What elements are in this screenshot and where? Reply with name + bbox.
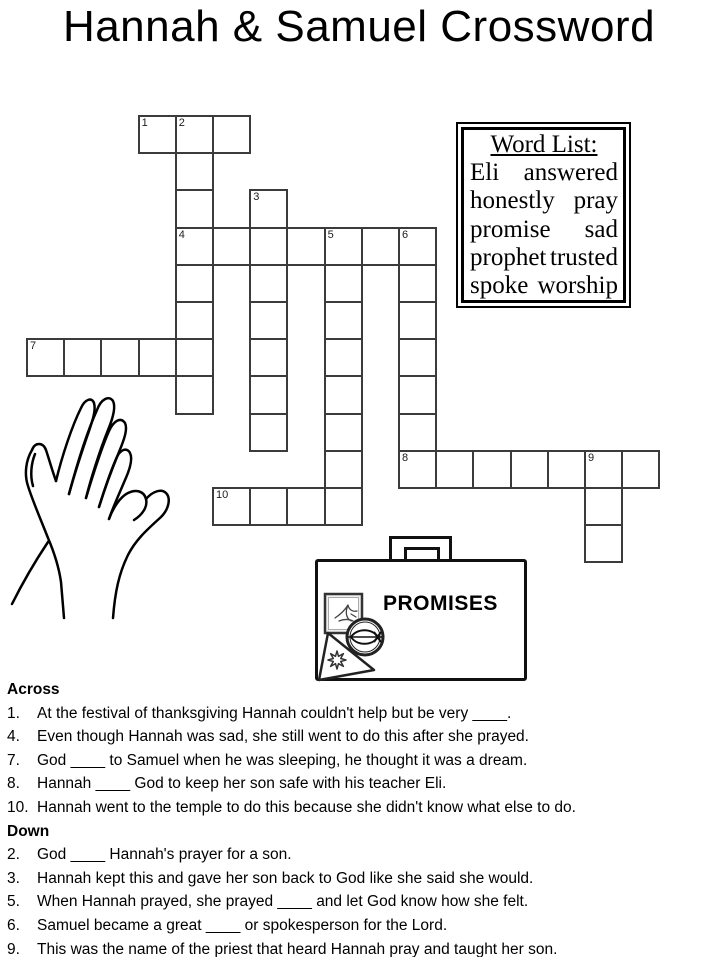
clue-down-6 — [7, 914, 715, 938]
crossword-cell[interactable] — [584, 450, 623, 489]
crossword-cell[interactable] — [26, 338, 65, 377]
clue-across-7 — [7, 749, 715, 773]
clue-number: 7. — [7, 751, 20, 769]
cell-number: 10 — [216, 489, 229, 501]
ichthys-fish-icon — [347, 619, 383, 655]
clue-text: God ____ Hannah's prayer for a son. — [37, 846, 292, 864]
crossword-cell[interactable] — [510, 450, 549, 489]
word-list-word: worship — [537, 272, 618, 300]
crossword-cell[interactable] — [472, 450, 511, 489]
clue-down-9 — [7, 938, 715, 957]
clue-number: 9. — [7, 940, 20, 957]
word-list — [456, 122, 631, 308]
word-list-word: pray — [573, 187, 618, 215]
praying-hands-illustration — [2, 386, 182, 621]
clue-number: 8. — [7, 775, 20, 793]
clue-text: When Hannah prayed, she prayed ____ and let God know how she felt. — [37, 893, 529, 911]
clue-across-10 — [7, 796, 715, 820]
clue-text: Even though Hannah was sad, she still went to do this after she prayed. — [37, 728, 529, 746]
crossword-cell[interactable] — [286, 487, 325, 526]
crossword-cell[interactable] — [621, 450, 660, 489]
cell-number: 4 — [178, 228, 185, 241]
crossword-cell[interactable] — [398, 227, 437, 266]
crossword-cell[interactable] — [175, 301, 214, 340]
clue-across-1 — [7, 702, 715, 726]
crossword-cell[interactable] — [249, 227, 288, 266]
clue-number: 6. — [7, 916, 20, 934]
crossword-cell[interactable] — [249, 301, 288, 340]
word-list-row — [470, 272, 618, 300]
clue-text: Samuel became a great ____ or spokesperson for the Lord. — [37, 916, 448, 934]
word-list-word: promise — [470, 215, 551, 243]
crossword-cell[interactable] — [324, 264, 363, 303]
crossword-cell[interactable] — [584, 524, 623, 563]
word-list-row — [470, 187, 618, 215]
crossword-cell[interactable] — [398, 301, 437, 340]
crossword-cell[interactable] — [398, 450, 437, 489]
crossword-cell[interactable] — [547, 450, 586, 489]
word-list-word: Eli — [470, 159, 500, 187]
word-list-word: prophet — [470, 243, 547, 271]
word-list-word: spoke — [470, 272, 529, 300]
crossword-cell[interactable] — [398, 413, 437, 452]
word-list-title: Word List: — [490, 131, 598, 158]
crossword-cell[interactable] — [138, 338, 177, 377]
crossword-cell[interactable] — [249, 413, 288, 452]
cell-number: 1 — [141, 117, 148, 129]
crossword-cell[interactable] — [324, 413, 363, 452]
briefcase-label: PROMISES — [383, 592, 498, 615]
crossword-cell[interactable] — [324, 301, 363, 340]
word-list-word: answered — [523, 159, 618, 187]
crossword-cell[interactable] — [63, 338, 102, 377]
clue-text: At the festival of thanksgiving Hannah couldn't help but be very ____. — [37, 704, 512, 722]
clue-number: 2. — [7, 846, 20, 864]
clue-text: This was the name of the priest that heard Hannah pray and taught her son. — [37, 940, 558, 957]
crossword-cell[interactable] — [175, 115, 214, 154]
crossword-cell[interactable] — [175, 189, 214, 228]
crossword-cell[interactable] — [584, 487, 623, 526]
crossword-cell[interactable] — [175, 338, 214, 377]
crossword-cell[interactable] — [212, 487, 251, 526]
crossword-cell[interactable] — [324, 487, 363, 526]
crossword-cell[interactable] — [175, 227, 214, 266]
clue-down-2 — [7, 843, 715, 867]
page-title: Hannah & Samuel Crossword — [62, 2, 656, 51]
cell-number: 6 — [402, 228, 409, 241]
clue-across-8 — [7, 772, 715, 796]
clues-section — [7, 678, 715, 957]
crossword-cell[interactable] — [212, 227, 251, 266]
cell-number: 9 — [588, 451, 595, 464]
clue-text: God ____ to Samuel when he was sleeping, he thought it was a dream. — [37, 751, 528, 769]
crossword-cell[interactable] — [175, 264, 214, 303]
crossword-cell[interactable] — [398, 264, 437, 303]
crossword-cell[interactable] — [324, 227, 363, 266]
word-list-word: trusted — [549, 243, 618, 271]
crossword-cell[interactable] — [212, 115, 251, 154]
across-header: Across — [7, 681, 60, 698]
crossword-cell[interactable] — [324, 338, 363, 377]
cell-number: 7 — [30, 340, 37, 353]
crossword-cell[interactable] — [398, 375, 437, 414]
clue-number: 10. — [7, 798, 29, 816]
clue-text: Hannah ____ God to keep her son safe with his teacher Eli. — [37, 775, 447, 793]
clue-text: Hannah went to the temple to do this because she didn't know what else to do. — [37, 798, 576, 816]
briefcase-stickers — [315, 588, 410, 683]
cell-number: 5 — [327, 228, 334, 241]
crossword-cell[interactable] — [138, 115, 177, 154]
crossword-cell[interactable] — [324, 450, 363, 489]
crossword-cell[interactable] — [286, 227, 325, 266]
crossword-cell[interactable] — [324, 375, 363, 414]
down-header: Down — [7, 822, 50, 840]
cell-number: 8 — [402, 451, 409, 464]
crossword-cell[interactable] — [361, 227, 400, 266]
word-list-row — [470, 159, 618, 187]
crossword-cell[interactable] — [435, 450, 474, 489]
word-list-word: honestly — [470, 187, 555, 215]
crossword-cell[interactable] — [175, 152, 214, 191]
crossword-cell[interactable] — [100, 338, 139, 377]
crossword-cell[interactable] — [249, 338, 288, 377]
crossword-cell[interactable] — [249, 487, 288, 526]
cell-number: 3 — [253, 191, 260, 204]
crossword-cell[interactable] — [249, 189, 288, 228]
clue-number: 3. — [7, 869, 20, 887]
clue-number: 5. — [7, 893, 20, 911]
clue-number: 4. — [7, 728, 20, 746]
crossword-cell[interactable] — [249, 375, 288, 414]
clue-down-5 — [7, 890, 715, 914]
clue-number: 1. — [7, 704, 20, 722]
word-list-word: sad — [584, 215, 618, 243]
cell-number: 2 — [178, 117, 185, 129]
word-list-row — [470, 244, 618, 272]
clue-down-3 — [7, 867, 715, 891]
crossword-cell[interactable] — [398, 338, 437, 377]
clue-text: Hannah kept this and gave her son back to God like she said she would. — [37, 869, 534, 887]
clue-across-4 — [7, 725, 715, 749]
word-list-row — [470, 216, 618, 244]
word-list-inner-border — [461, 127, 626, 303]
crossword-cell[interactable] — [249, 264, 288, 303]
